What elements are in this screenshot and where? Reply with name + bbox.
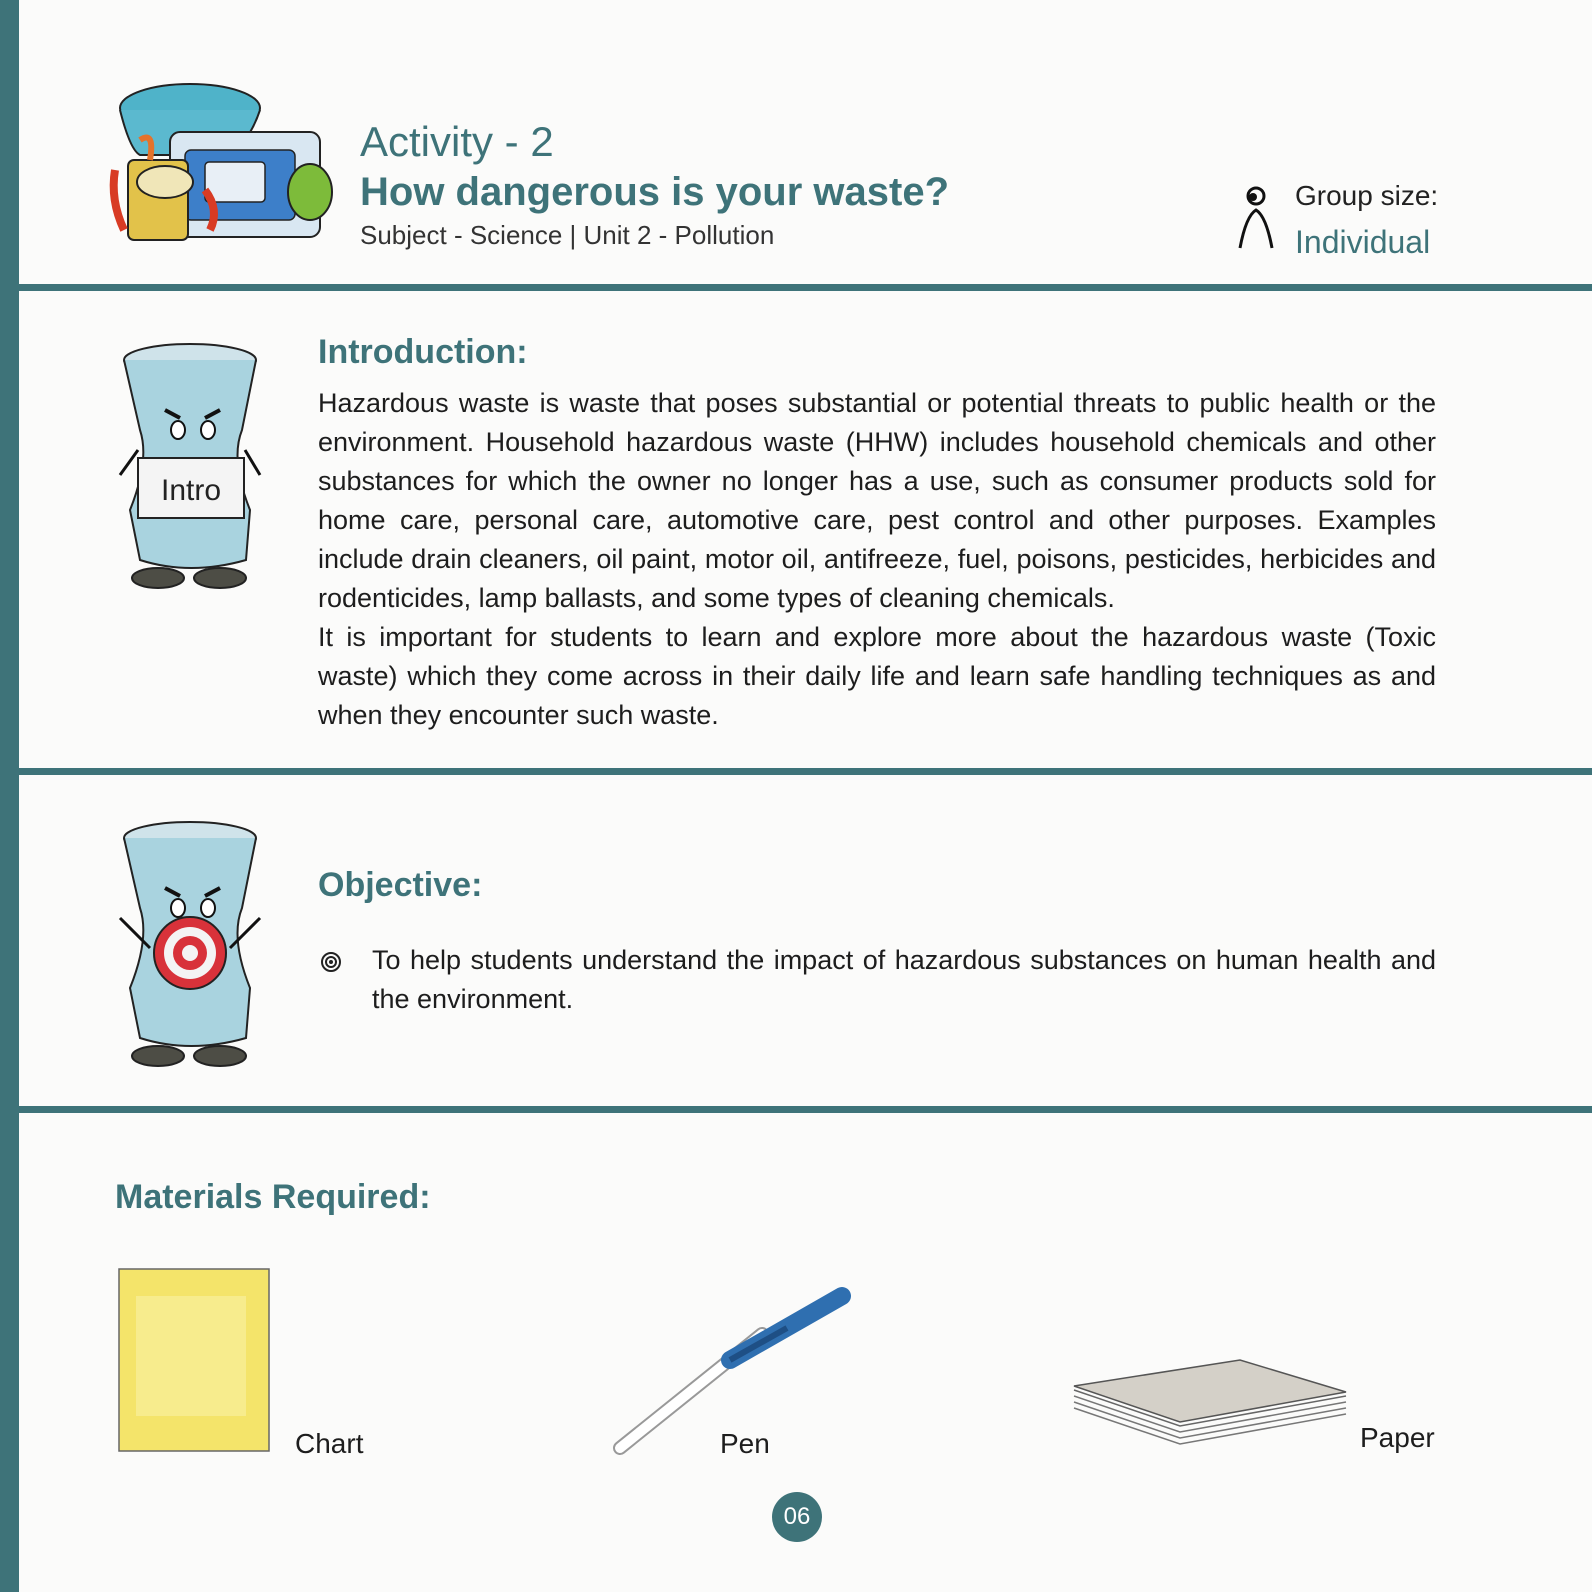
introduction-heading: Introduction: (318, 333, 528, 371)
objective-heading: Objective: (318, 866, 483, 904)
subject-line: Subject - Science | Unit 2 - Pollution (360, 220, 775, 250)
hazardous-containers-illustration (110, 80, 350, 250)
page-number: 06 (772, 1492, 822, 1542)
group-size-value: Individual (1295, 224, 1431, 260)
left-accent-bar (0, 0, 19, 1592)
group-size-label: Group size: (1295, 180, 1439, 211)
paper-stack-icon (1070, 1356, 1350, 1456)
section-divider (19, 284, 1592, 291)
section-divider (19, 768, 1592, 775)
can-mascot-target-illustration (110, 818, 280, 1083)
activity-number: Activity - 2 (360, 118, 554, 165)
activity-title: How dangerous is your waste? (360, 170, 950, 214)
chart-paper-icon (116, 1266, 276, 1456)
material-label-chart: Chart (295, 1428, 364, 1459)
intro-sign-text: Intro (160, 474, 222, 507)
target-bullet-icon (321, 952, 341, 972)
material-label-paper: Paper (1360, 1422, 1435, 1453)
material-label-pen: Pen (720, 1428, 770, 1459)
introduction-paragraph: Hazardous waste is waste that poses substantial or potential threats to public health or the environment. Household hazardous waste (HHW) includes household chemicals and other substances for which the owner no longer has a use, such as consumer products sold for home care, personal care, automotive care, pest control and other purposes. Examples include drain cleaners, oil paint, motor oil, antifreeze, fuel, poisons, pesticides, herbicides and rodenticides, lamp ballasts, and some types of cleaning chemicals. (318, 388, 1436, 613)
section-divider (19, 1106, 1592, 1113)
materials-heading: Materials Required: (115, 1178, 431, 1216)
introduction-paragraph: It is important for students to learn and explore more about the hazardous waste (Toxic waste) which they come across in their daily life and learn safe handling techniques as and when they encounter such waste. (318, 622, 1436, 730)
can-mascot-intro-illustration (110, 340, 280, 605)
objective-item: To help students understand the impact of hazardous substances on human health and the environment. (372, 945, 1436, 1014)
person-icon (1236, 186, 1276, 250)
